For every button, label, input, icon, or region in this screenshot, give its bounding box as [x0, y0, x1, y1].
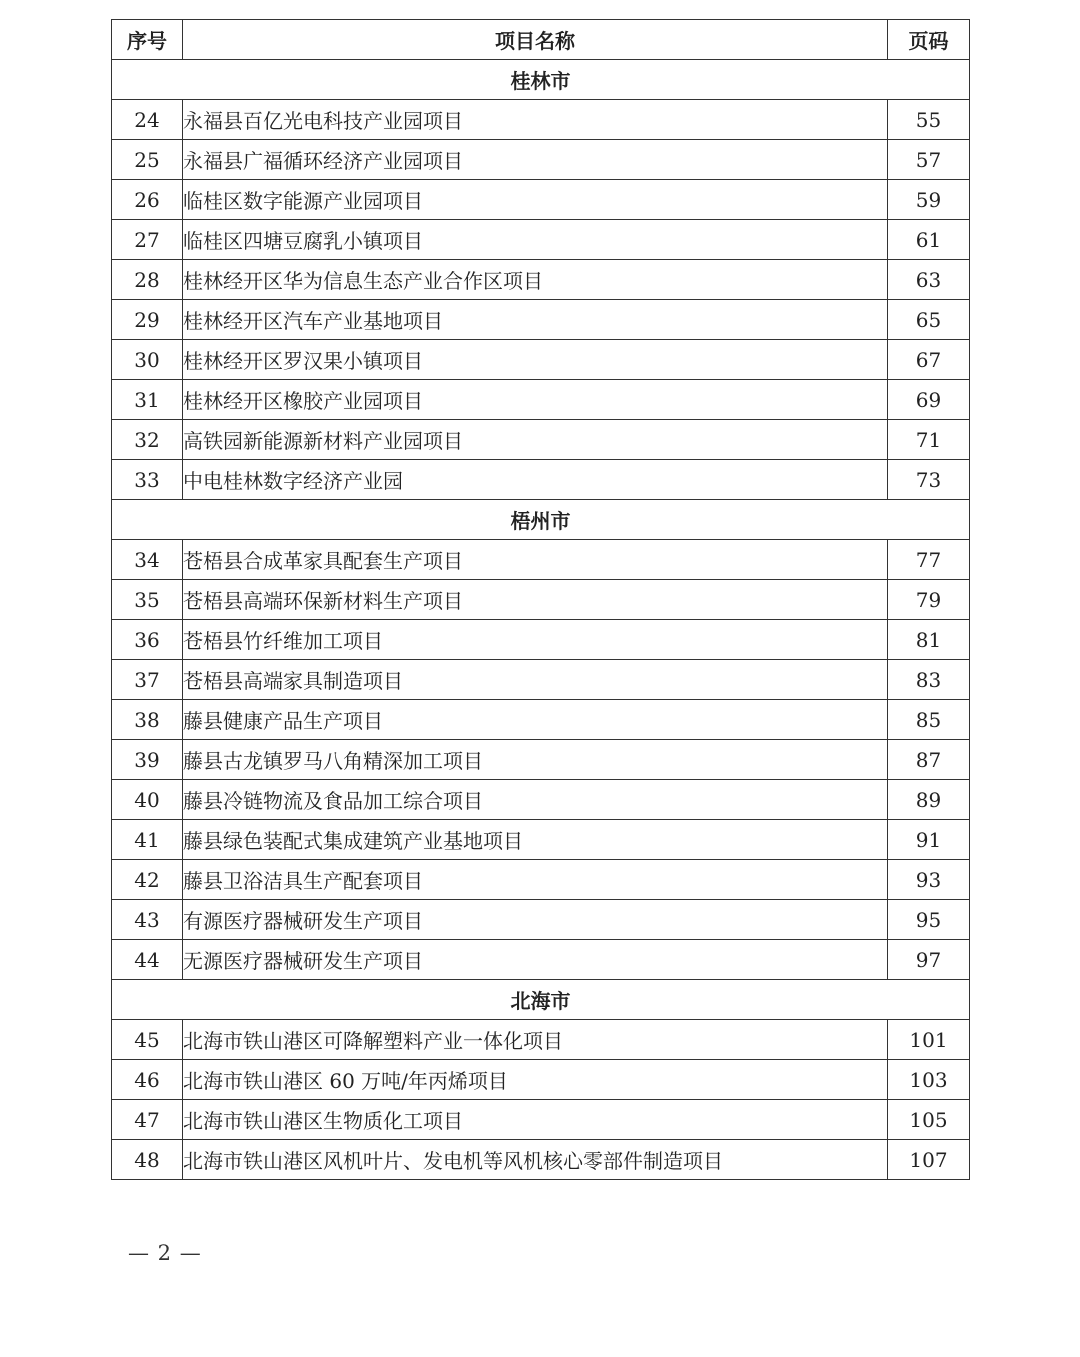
table-row — [112, 1140, 970, 1180]
row-page: 63 — [888, 260, 970, 300]
table-row — [112, 380, 970, 420]
page-number: — 2 — — [128, 1241, 202, 1265]
row-project-name: 藤县健康产品生产项目 — [183, 700, 888, 740]
table-row — [112, 1060, 970, 1100]
row-number: 47 — [112, 1100, 183, 1140]
table-row — [112, 740, 970, 780]
row-page: 101 — [888, 1020, 970, 1060]
row-number: 28 — [112, 260, 183, 300]
row-page: 93 — [888, 860, 970, 900]
row-number: 34 — [112, 540, 183, 580]
row-number: 42 — [112, 860, 183, 900]
row-project-name: 桂林经开区罗汉果小镇项目 — [183, 340, 888, 380]
row-page: 105 — [888, 1100, 970, 1140]
table-row — [112, 1020, 970, 1060]
header-number: 序号 — [112, 20, 183, 60]
section-title: 梧州市 — [112, 500, 970, 540]
row-number: 39 — [112, 740, 183, 780]
row-number: 26 — [112, 180, 183, 220]
row-page: 67 — [888, 340, 970, 380]
row-page: 87 — [888, 740, 970, 780]
row-page: 81 — [888, 620, 970, 660]
row-page: 71 — [888, 420, 970, 460]
row-project-name: 北海市铁山港区生物质化工项目 — [183, 1100, 888, 1140]
row-number: 46 — [112, 1060, 183, 1100]
row-number: 41 — [112, 820, 183, 860]
row-page: 89 — [888, 780, 970, 820]
table-row — [112, 540, 970, 580]
row-number: 27 — [112, 220, 183, 260]
row-project-name: 桂林经开区华为信息生态产业合作区项目 — [183, 260, 888, 300]
row-project-name: 藤县冷链物流及食品加工综合项目 — [183, 780, 888, 820]
row-page: 57 — [888, 140, 970, 180]
table-row — [112, 940, 970, 980]
row-project-name: 中电桂林数字经济产业园 — [183, 460, 888, 500]
section-title: 桂林市 — [112, 60, 970, 100]
row-number: 36 — [112, 620, 183, 660]
row-project-name: 藤县绿色装配式集成建筑产业基地项目 — [183, 820, 888, 860]
row-project-name: 藤县卫浴洁具生产配套项目 — [183, 860, 888, 900]
row-project-name: 苍梧县高端家具制造项目 — [183, 660, 888, 700]
row-page: 69 — [888, 380, 970, 420]
row-project-name: 苍梧县合成革家具配套生产项目 — [183, 540, 888, 580]
table-row — [112, 100, 970, 140]
row-project-name: 北海市铁山港区 60 万吨/年丙烯项目 — [183, 1060, 888, 1100]
table-row — [112, 340, 970, 380]
table-row — [112, 260, 970, 300]
table-row — [112, 220, 970, 260]
header-page: 页码 — [888, 20, 970, 60]
row-project-name: 藤县古龙镇罗马八角精深加工项目 — [183, 740, 888, 780]
row-page: 85 — [888, 700, 970, 740]
row-number: 33 — [112, 460, 183, 500]
table-row — [112, 780, 970, 820]
row-page: 73 — [888, 460, 970, 500]
row-page: 77 — [888, 540, 970, 580]
row-page: 91 — [888, 820, 970, 860]
table-row — [112, 1100, 970, 1140]
table-row — [112, 700, 970, 740]
row-project-name: 桂林经开区汽车产业基地项目 — [183, 300, 888, 340]
section-row — [112, 500, 970, 540]
row-project-name: 有源医疗器械研发生产项目 — [183, 900, 888, 940]
section-row — [112, 980, 970, 1020]
row-number: 31 — [112, 380, 183, 420]
row-project-name: 永福县百亿光电科技产业园项目 — [183, 100, 888, 140]
table-header-row — [112, 20, 970, 60]
table-row — [112, 820, 970, 860]
row-page: 55 — [888, 100, 970, 140]
row-page: 79 — [888, 580, 970, 620]
row-project-name: 临桂区四塘豆腐乳小镇项目 — [183, 220, 888, 260]
table-row — [112, 620, 970, 660]
row-number: 44 — [112, 940, 183, 980]
row-number: 48 — [112, 1140, 183, 1180]
table-row — [112, 660, 970, 700]
row-number: 35 — [112, 580, 183, 620]
row-number: 38 — [112, 700, 183, 740]
row-number: 43 — [112, 900, 183, 940]
table-row — [112, 580, 970, 620]
table-row — [112, 420, 970, 460]
row-page: 61 — [888, 220, 970, 260]
row-project-name: 高铁园新能源新材料产业园项目 — [183, 420, 888, 460]
row-page: 83 — [888, 660, 970, 700]
row-project-name: 北海市铁山港区可降解塑料产业一体化项目 — [183, 1020, 888, 1060]
row-number: 24 — [112, 100, 183, 140]
row-page: 65 — [888, 300, 970, 340]
row-page: 107 — [888, 1140, 970, 1180]
row-number: 45 — [112, 1020, 183, 1060]
table-row — [112, 900, 970, 940]
table-row — [112, 460, 970, 500]
row-page: 95 — [888, 900, 970, 940]
row-project-name: 苍梧县竹纤维加工项目 — [183, 620, 888, 660]
table-row — [112, 860, 970, 900]
row-number: 25 — [112, 140, 183, 180]
row-number: 29 — [112, 300, 183, 340]
row-project-name: 苍梧县高端环保新材料生产项目 — [183, 580, 888, 620]
row-project-name: 桂林经开区橡胶产业园项目 — [183, 380, 888, 420]
row-project-name: 北海市铁山港区风机叶片、发电机等风机核心零部件制造项目 — [183, 1140, 888, 1180]
row-number: 37 — [112, 660, 183, 700]
project-index-table — [111, 19, 970, 1180]
row-project-name: 临桂区数字能源产业园项目 — [183, 180, 888, 220]
table-row — [112, 300, 970, 340]
table-row — [112, 180, 970, 220]
row-project-name: 永福县广福循环经济产业园项目 — [183, 140, 888, 180]
row-number: 32 — [112, 420, 183, 460]
header-project-name: 项目名称 — [183, 20, 888, 60]
row-number: 30 — [112, 340, 183, 380]
row-page: 97 — [888, 940, 970, 980]
table-body — [112, 60, 970, 1180]
row-page: 103 — [888, 1060, 970, 1100]
row-project-name: 无源医疗器械研发生产项目 — [183, 940, 888, 980]
section-title: 北海市 — [112, 980, 970, 1020]
row-page: 59 — [888, 180, 970, 220]
row-number: 40 — [112, 780, 183, 820]
table-row — [112, 140, 970, 180]
section-row — [112, 60, 970, 100]
